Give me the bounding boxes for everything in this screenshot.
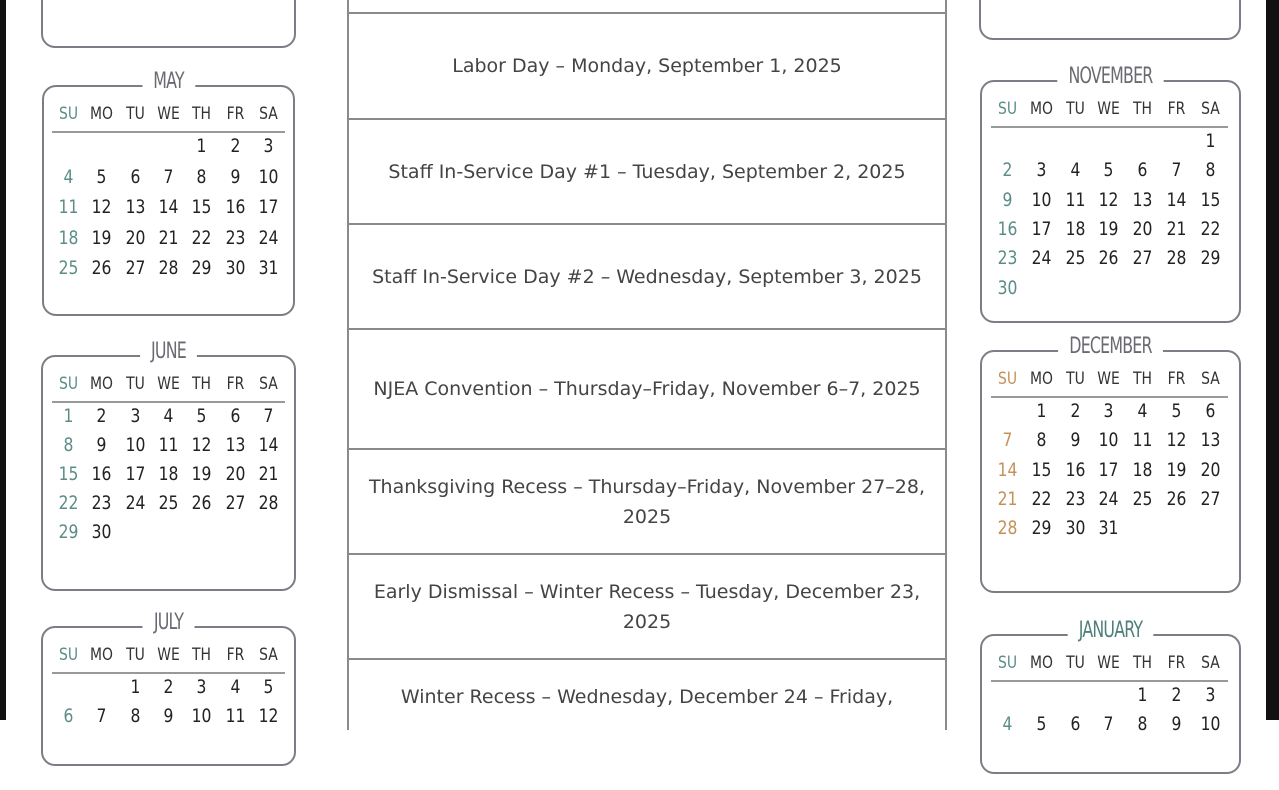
- calendar-day: 25: [58, 257, 79, 279]
- weekday-header: SA: [258, 104, 278, 124]
- header-divider: [991, 396, 1228, 398]
- calendar-day: 16: [1065, 458, 1086, 481]
- calendar-day: 2: [96, 405, 107, 427]
- event-text: Staff In-Service Day #2 – Wednesday, September 3, 2025: [372, 265, 922, 288]
- calendar-day: 30: [91, 521, 112, 543]
- calendar-day: 10: [1200, 713, 1221, 736]
- calendar-day: 26: [191, 492, 212, 514]
- calendar-day: 18: [1065, 217, 1086, 240]
- weekday-header: TH: [1133, 653, 1153, 673]
- calendar-day: 5: [1171, 400, 1182, 422]
- weekday-header: WE: [1097, 99, 1121, 119]
- calendar-day: 2: [1070, 400, 1081, 422]
- weekday-header: FR: [1167, 653, 1186, 673]
- weekday-header: SU: [997, 99, 1018, 119]
- calendar-day: 2: [163, 676, 174, 698]
- weekday-header: FR: [226, 374, 244, 394]
- month-name: MAY: [142, 69, 195, 94]
- image-border-left: [0, 0, 6, 720]
- weekday-header: SU: [997, 653, 1018, 673]
- calendar-day: 26: [1166, 487, 1187, 510]
- calendar-day: 6: [130, 165, 141, 188]
- weekday-header: SU: [997, 369, 1018, 389]
- calendar-day: 12: [91, 196, 112, 218]
- calendar-day: 16: [997, 217, 1018, 240]
- calendar-day: 27: [1200, 487, 1221, 510]
- calendar-day: 11: [1065, 188, 1086, 211]
- calendar-day: 1: [130, 676, 141, 698]
- calendar-day: 7: [1002, 429, 1013, 452]
- event-text: Early Dismissal – Winter Recess – Tuesday, December 23, 2025: [373, 580, 921, 633]
- calendar-day: 14: [158, 196, 179, 218]
- calendar-day: 2: [1002, 159, 1013, 182]
- weekday-header: FR: [1167, 369, 1186, 389]
- weekday-header: TU: [1065, 653, 1085, 673]
- calendar-day: 13: [1132, 188, 1153, 211]
- calendar-day: 8: [130, 705, 141, 727]
- weekday-header: SA: [258, 374, 278, 394]
- calendar-day: 31: [1098, 517, 1119, 540]
- calendar-day: 6: [63, 705, 74, 727]
- event-text: NJEA Convention – Thursday–Friday, November 6–7, 2025: [373, 378, 921, 400]
- calendar-day: 17: [258, 196, 279, 218]
- calendar-day: 1: [196, 135, 207, 157]
- calendar-month-title: [68, 610, 269, 635]
- header-divider: [52, 131, 285, 133]
- calendar-day: 13: [1200, 429, 1221, 452]
- calendar-day: 6: [230, 405, 240, 427]
- month-name: JUNE: [140, 339, 197, 364]
- calendar-day: 19: [1166, 458, 1187, 481]
- weekday-header: MO: [90, 104, 114, 124]
- calendar-day: 27: [125, 257, 146, 279]
- calendar-day: 15: [1031, 458, 1052, 481]
- image-border-right: [1266, 0, 1279, 720]
- header-divider: [52, 401, 285, 403]
- header-divider: [52, 672, 285, 674]
- weekday-header: TH: [1133, 369, 1153, 389]
- weekday-header: TH: [192, 104, 212, 124]
- calendar-day: 9: [96, 434, 107, 456]
- calendar-day: 14: [258, 434, 279, 456]
- event-text: Winter Recess – Wednesday, December 24 – Friday,: [400, 686, 894, 708]
- month-name: NOVEMBER: [1057, 64, 1163, 89]
- calendar-day: 24: [258, 226, 279, 249]
- calendar-day: 28: [1166, 247, 1187, 270]
- weekday-header: FR: [226, 104, 244, 124]
- calendar-day: 23: [997, 247, 1018, 270]
- calendar-november: [980, 64, 1241, 323]
- calendar-day: 2: [230, 135, 240, 157]
- weekday-header: WE: [157, 104, 180, 124]
- calendar-day: 26: [91, 257, 112, 279]
- calendar-day: 24: [1098, 487, 1119, 510]
- calendar-day: 24: [1031, 247, 1052, 270]
- weekday-header: SA: [1200, 369, 1220, 389]
- calendar-day: 4: [1137, 400, 1148, 422]
- calendar-day: 6: [1205, 400, 1216, 422]
- calendar-day: 1: [1205, 130, 1216, 152]
- calendar-day: 30: [225, 257, 245, 279]
- calendar-day: 10: [258, 165, 279, 188]
- calendar-day: 9: [1002, 188, 1013, 211]
- weekday-header: WE: [157, 645, 180, 665]
- calendar-day: 28: [258, 492, 279, 514]
- calendar-day: 5: [1103, 159, 1114, 182]
- calendar-day: 5: [1036, 713, 1047, 736]
- calendar-day: 9: [1171, 713, 1182, 736]
- calendar-day: 17: [1031, 217, 1052, 240]
- calendar-day: 9: [163, 705, 174, 727]
- weekday-header: SA: [1200, 653, 1220, 673]
- event-row: [349, 14, 945, 120]
- calendar-day: 14: [1166, 188, 1187, 211]
- calendar-day: 7: [1171, 159, 1182, 182]
- calendar-day: 19: [91, 226, 112, 249]
- calendar-day: 1: [63, 405, 74, 427]
- calendar-day: 29: [1200, 247, 1221, 270]
- calendar-day: 17: [1098, 458, 1119, 481]
- calendar-day: 1: [1137, 684, 1148, 706]
- calendar-day: 26: [1098, 247, 1119, 270]
- calendar-day: 7: [1103, 713, 1114, 736]
- weekday-header: MO: [90, 645, 114, 665]
- calendar-day: 13: [125, 196, 146, 218]
- calendar-day: 12: [1098, 188, 1119, 211]
- calendar-day: 27: [1132, 247, 1153, 270]
- calendar-day: 11: [225, 705, 245, 727]
- weekday-header: TU: [125, 374, 145, 394]
- calendar-day: 13: [225, 434, 245, 456]
- calendar-day: 7: [163, 165, 174, 188]
- calendar-day: 2: [1171, 684, 1182, 706]
- calendar-day: 4: [230, 676, 240, 698]
- calendar-day: 10: [1031, 188, 1052, 211]
- weekday-header: TH: [192, 374, 212, 394]
- calendar-day: 25: [158, 492, 179, 514]
- calendar-day: 31: [258, 257, 279, 279]
- calendar-day: 15: [1200, 188, 1221, 211]
- weekday-header: TU: [1065, 99, 1085, 119]
- weekday-header: WE: [1097, 369, 1121, 389]
- calendar-day: 10: [1098, 429, 1119, 452]
- calendar-month-title: [1008, 334, 1214, 359]
- calendar-day: 15: [191, 196, 212, 218]
- event-row: [349, 660, 945, 790]
- calendar-day: 30: [997, 276, 1018, 299]
- event-row: [349, 225, 945, 330]
- calendar-day: 22: [191, 226, 212, 249]
- event-text: Labor Day – Monday, September 1, 2025: [452, 55, 842, 77]
- calendar-day: 18: [58, 226, 79, 249]
- calendar-day: 8: [1036, 429, 1047, 452]
- weekday-header: SU: [58, 645, 79, 665]
- calendar-january: [980, 618, 1241, 774]
- calendar-day: 29: [58, 521, 79, 543]
- calendar-day: 27: [225, 492, 245, 514]
- calendar-day: 22: [58, 492, 79, 514]
- calendar-day: 3: [130, 405, 141, 427]
- calendar-day: 25: [1065, 247, 1086, 270]
- calendar-day: 21: [258, 463, 279, 485]
- calendar-day: 20: [225, 463, 245, 485]
- calendar-day: 11: [1132, 429, 1153, 452]
- calendar-day: 7: [263, 405, 274, 427]
- weekday-header: SA: [1200, 99, 1220, 119]
- weekday-header: SU: [58, 104, 79, 124]
- calendar-day: 20: [1200, 458, 1221, 481]
- weekday-header: TH: [192, 645, 212, 665]
- calendar-day: 3: [196, 676, 207, 698]
- calendar-day: 21: [158, 226, 179, 249]
- calendar-partial-top-right: [979, 0, 1241, 40]
- calendar-day: 12: [258, 705, 279, 727]
- calendar-day: 6: [1070, 713, 1081, 736]
- calendar-day: 19: [1098, 217, 1119, 240]
- weekday-header: MO: [1029, 369, 1053, 389]
- event-row: [349, 450, 945, 555]
- calendar-day: 5: [196, 405, 207, 427]
- weekday-header: TU: [125, 645, 145, 665]
- calendar-day: 12: [1166, 429, 1187, 452]
- event-text: Staff In-Service Day #1 – Tuesday, September 2, 2025: [388, 160, 906, 183]
- calendar-day: 3: [1103, 400, 1114, 422]
- calendar-day: 12: [191, 434, 212, 456]
- weekday-header: WE: [1097, 653, 1121, 673]
- calendar-day: 9: [1070, 429, 1081, 452]
- calendar-day: 16: [91, 463, 112, 485]
- calendar-july: [41, 610, 296, 766]
- calendar-day: 4: [1070, 159, 1081, 182]
- calendar-day: 30: [1065, 517, 1086, 540]
- calendar-day: 14: [997, 458, 1018, 481]
- calendar-day: 3: [1205, 684, 1216, 706]
- month-name: JULY: [143, 610, 195, 635]
- calendar-day: 16: [225, 196, 245, 218]
- weekday-header: FR: [226, 645, 244, 665]
- events-list: [347, 0, 947, 730]
- weekday-header: TH: [1133, 99, 1153, 119]
- calendar-day: 17: [125, 463, 146, 485]
- calendar-day: 22: [1031, 487, 1052, 510]
- calendar-day: 5: [263, 676, 274, 698]
- calendar-day: 3: [1036, 159, 1047, 182]
- event-text: Thanksgiving Recess – Thursday–Friday, November 27–28, 2025: [368, 475, 926, 528]
- calendar-day: 28: [158, 257, 179, 279]
- calendar-day: 23: [225, 226, 245, 249]
- weekday-header: MO: [1029, 653, 1053, 673]
- weekday-header: WE: [157, 374, 180, 394]
- weekday-header: SA: [258, 645, 278, 665]
- calendar-day: 5: [96, 165, 107, 188]
- weekday-header: TU: [1065, 369, 1085, 389]
- weekday-header: SU: [58, 374, 79, 394]
- calendar-day: 23: [91, 492, 112, 514]
- month-name: JANUARY: [1068, 618, 1154, 643]
- calendar-day: 25: [1132, 487, 1153, 510]
- event-row: [349, 120, 945, 225]
- calendar-day: 10: [125, 434, 146, 456]
- calendar-day: 24: [125, 492, 146, 514]
- calendar-day: 18: [158, 463, 179, 485]
- calendar-day: 4: [1002, 713, 1013, 736]
- calendar-day: 23: [1065, 487, 1086, 510]
- calendar-partial-top-left: [41, 0, 296, 48]
- calendar-day: 11: [58, 196, 79, 218]
- calendar-day: 8: [196, 165, 207, 188]
- calendar-day: 3: [263, 135, 274, 157]
- event-row: [349, 330, 945, 450]
- calendar-day: 9: [230, 165, 240, 188]
- calendar-day: 8: [63, 434, 74, 456]
- calendar-day: 20: [125, 226, 146, 249]
- calendar-day: 29: [191, 257, 212, 279]
- event-row-partial: [349, 0, 945, 14]
- calendar-day: 4: [63, 165, 74, 188]
- calendar-day: 1: [1036, 400, 1047, 422]
- event-row: [349, 555, 945, 660]
- calendar-month-title: [1008, 618, 1214, 643]
- calendar-day: 18: [1132, 458, 1153, 481]
- calendar-day: 7: [96, 705, 107, 727]
- calendar-day: 8: [1137, 713, 1148, 736]
- calendar-month-title: [68, 339, 269, 364]
- calendar-day: 20: [1132, 217, 1153, 240]
- calendar-day: 11: [158, 434, 179, 456]
- calendar-may: [42, 69, 295, 316]
- calendar-day: 19: [191, 463, 212, 485]
- header-divider: [991, 126, 1228, 128]
- calendar-december: [980, 334, 1241, 593]
- calendar-day: 10: [191, 705, 212, 727]
- calendar-day: 28: [997, 517, 1018, 540]
- weekday-header: FR: [1167, 99, 1186, 119]
- calendar-day: 29: [1031, 517, 1052, 540]
- weekday-header: MO: [90, 374, 114, 394]
- weekday-header: TU: [125, 104, 145, 124]
- calendar-day: 21: [997, 487, 1018, 510]
- calendar-day: 4: [163, 405, 174, 427]
- calendar-june: [41, 339, 296, 591]
- header-divider: [991, 680, 1228, 682]
- calendar-day: 22: [1200, 217, 1221, 240]
- calendar-month-title: [69, 69, 268, 94]
- month-name: DECEMBER: [1058, 334, 1163, 359]
- calendar-day: 8: [1205, 159, 1216, 182]
- calendar-day: 15: [58, 463, 79, 485]
- calendar-day: 21: [1166, 217, 1187, 240]
- calendar-month-title: [1008, 64, 1214, 89]
- calendar-day: 6: [1137, 159, 1148, 182]
- weekday-header: MO: [1029, 99, 1053, 119]
